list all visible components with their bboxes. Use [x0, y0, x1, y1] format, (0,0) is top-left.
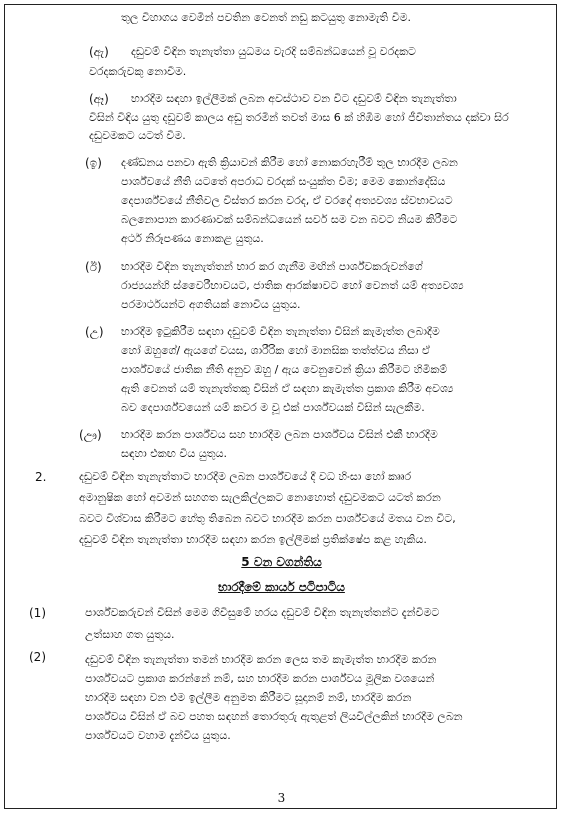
chapter-title: 5 වන වගන්තිය: [241, 555, 322, 569]
chapter-subtitle: භාරදීමේ කාර්ය පටිපාටිය: [218, 580, 345, 594]
document-page: [4, 4, 557, 809]
item-marker: (ඇ): [89, 45, 109, 59]
item-marker: (ඉ): [85, 156, 102, 170]
text-line: පරමාර්ථයන්ට අගතියක් නොවිය යුතුය.: [121, 298, 301, 311]
text-line: භාරදීම සඳහා වන එම ඉල්ලීම අනුමත කිරීමට සූදානම් නම්, භාරදීම කරන: [85, 691, 412, 704]
item-marker: (උ): [85, 325, 104, 339]
section-number: 2.: [35, 470, 47, 484]
text-line: ඇති වෙනත් යම් තැනැත්තකු විසින් ඒ සඳහා කැමැත්ත ප්‍රකාශ කිරීම අවශ්‍ය: [121, 382, 454, 395]
text-line: තුල විහාගය වෙමින් පවතින වෙනත් නඩු කටයුතු නොමැති වීම.: [121, 11, 412, 24]
text-line: බව දෙපාර්ශ්වයෙන් යම් කවර ම වූ එක් පාර්ශ්වයක් විසින් සැලකීම.: [121, 401, 425, 414]
item-marker: (2): [29, 650, 46, 664]
text-line: භාරදීම ඉටුකිරීම සඳහා දඩුවම් විඳින තැනැත්තා විසින් කැමැත්ත ලබාදීම: [121, 325, 440, 338]
text-line: භාරදීම කරන පාර්ශ්වය සහ භාරදීම ලබන පාර්ශ්වය විසින් එකී භාරදීම: [121, 428, 438, 441]
text-line: පාර්ශ්වය විසින් ඒ බව පහත සඳහන් තොරතුරු ඇතුළත් ලියවිල්ලකින් භාරදීම ලබන: [85, 710, 463, 723]
text-line: දෙපාර්ශ්වයේ නීතිවල විස්තර කරන වරද, ඒ වරදේ අත්‍යවශ්‍ය ස්වභාවයට: [121, 194, 453, 207]
text-line: පාර්ශ්වයට ප්‍රකාශ කරන්නේ නම්, සහ භාරදීම කරන පාර්ශ්වය මූලික වශයෙන්: [85, 672, 435, 685]
page-number: 3: [277, 791, 286, 805]
text-line: භාරදීම විඳින තැනැත්තන් භාර කර ගැනීම මඟින් පාර්ශ්වකරුවන්ගේ: [121, 260, 423, 273]
item-marker: (ඌ): [79, 428, 102, 442]
text-line: අර්ථ නිරූපණය නොකළ යුතුය.: [121, 232, 264, 245]
text-line: පාර්ශ්වයේ ජාතික නීති අනුව ඔහු / ඇය වෙනුවෙන් ක්‍රියා කිරීමට හිමිකම්: [121, 363, 448, 376]
text-line: හෝ ඔහුගේ/ ඇයගේ වයස, ශාරීරික හෝ මානසික තත්ත්වය නිසා ඒ: [121, 344, 431, 357]
text-line: පාර්ශ්වයට වහාම දැන්විය යුතුය.: [85, 729, 231, 742]
text-line: වරදකරුවකු නොවීම.: [89, 65, 187, 78]
text-line: දඩුවම් විඳින තැනැත්තා තමන් භාරදීම කරන ලෙස තම කැමැත්ත භාරදීම කරන: [85, 653, 437, 666]
text-line: සඳහා එකඟ විය යුතුය.: [121, 447, 227, 460]
text-line: අමානුෂික හෝ අවමන් සහගත සැලකිල්ලකට නොහොත් දඩුවමකට යටත් කරන: [79, 491, 441, 504]
text-line: බවට විශ්වාස කිරීමට හේතු තිබෙන බවට භාරදීම කරන පාර්ශ්වයේ මතය වන විට,: [79, 512, 456, 525]
text-line: දණ්ඩනය පනවා ඇති ක්‍රියාවන් කිරීම හෝ නොකරහැරීම් තුල භාරදීම ලබන: [121, 156, 458, 169]
text-line: රාජ්‍යයන්හි ස්වෛරීභාවයට, ජාතික ආරක්ෂාවට හෝ වෙනත් යම් අත්‍යවශ්‍ය: [121, 279, 464, 292]
text-line: දඩුවම් විඳින තැනැත්තා යුධමය වැරදි සම්බන්ධයෙන් වූ වරදකට: [131, 45, 416, 58]
text-line: දඩුවම් විඳින තැනැත්තාට භාරදීම ලබන පාර්ශ්වයේ දී වධ හිංසා හෝ කෲර: [79, 470, 412, 483]
text-line: උත්සාහ ගත යුතුය.: [85, 628, 175, 641]
text-line: දඩුවමකට යටත් වීම.: [89, 129, 186, 142]
item-marker: (1): [29, 606, 46, 620]
text-line: බලනොපාන කාරණාවක් සම්බන්ධයෙන් සර්ව සම වන බවට නියම කිරීමට: [121, 213, 458, 226]
text-line: දඩුවම් විඳින තැනැත්තා භාරදීම සඳහා කරන ඉල්ලීමක් ප්‍රතික්ෂේප කළ හැකිය.: [79, 533, 427, 546]
text-line: භාරදීම සඳහා ඉල්ලීමක් ලබන අවස්ථාව වන විට දඩුවම් විඳින තැනැත්තා: [131, 92, 457, 105]
text-line: පාර්ශ්වකරුවන් විසින් මෙම ගිවිසුමේ හරය දඩුවම් විඳින තැනැත්තන්ට දැන්වීමට: [85, 606, 440, 619]
text-line: විසින් විඳිය යුතු දඩුවම් කාලය අඩු තරමින් තවත් මාස 6 ක් හිඹීම හෝ ජීවිතාන්තය දක්වා සිර: [89, 111, 509, 124]
text-line: පාර්ශ්වයේ නීති යටතේ අපරාධ වරදක් සංයුක්ත වීම; මෙම කොන්දේසිය: [121, 175, 446, 188]
item-marker: (ඈ): [89, 92, 109, 106]
item-marker: (ඊ): [85, 260, 102, 274]
